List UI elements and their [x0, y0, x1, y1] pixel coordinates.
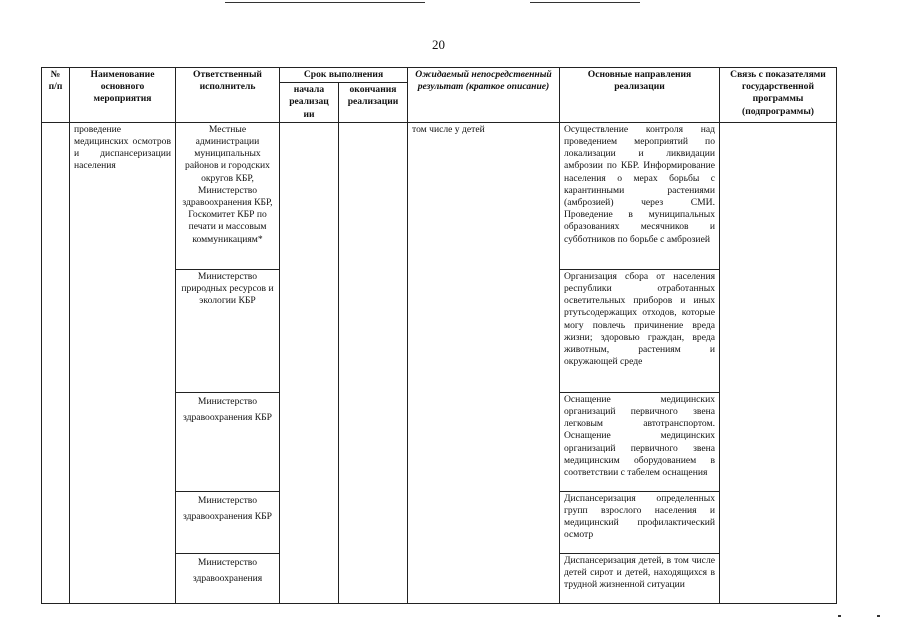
cell-direction: Оснащение медицинских организаций первичного звена легковым автотранспортом. Оснащение медицинских организаций первичного звена медицинским оборудованием в соответствии с табелем оснащения	[560, 392, 720, 491]
col-responsible-header: Ответственный исполнитель	[176, 68, 280, 123]
cell-responsible: Министерство здравоохранения	[176, 553, 280, 603]
cell-event-name: проведение медицинских осмотров и диспансеризации населения	[70, 122, 176, 603]
cell-num	[42, 122, 70, 603]
cell-responsible: Местные администрации муниципальных районов и городских округов КБР, Министерство здравоохранения КБР, Госкомитет КБР по печати и массовым коммуникациям*	[176, 122, 280, 269]
header-row	[42, 68, 837, 83]
col-period-header: Срок выполнения	[280, 68, 408, 83]
cell-start	[280, 122, 339, 603]
col-end-header: окончания реализации	[339, 83, 408, 123]
cell-direction: Осуществление контроля над проведением мероприятий по локализации и ликвидации амброзии по КБР. Информирование населения о мерах борьбы с карантинными растениями (амброзией) через СМИ. Проведение в муниципальных образованиях месячников и субботников по борьбе с амброзией	[560, 122, 720, 269]
cell-responsible: Министерство здравоохранения КБР	[176, 491, 280, 553]
col-directions-header: Основные направления реализации	[560, 68, 720, 123]
cell-link	[720, 122, 837, 603]
col-start-header: начала реализац ии	[280, 83, 339, 123]
cell-direction: Организация сбора от населения республики отработанных осветительных приборов и иных ртутьсодержащих отходов, которые могу повлечь причинение вреда жизни; здоровью граждан, вреда животным, растениям и окружающей среде	[560, 269, 720, 392]
col-name-header: Наименование основного мероприятия	[70, 68, 176, 123]
cell-responsible: Министерство природных ресурсов и экологии КБР	[176, 269, 280, 392]
table-row	[42, 122, 837, 269]
col-link-header: Связь с показателями государственной программы (подпрограммы)	[720, 68, 837, 123]
page-number: 20	[432, 37, 445, 52]
col-result-header: Ожидаемый непосредственный результат (краткое описание)	[408, 68, 560, 123]
col-num-header: № п/п	[42, 68, 70, 123]
cell-result: том числе у детей	[408, 122, 560, 603]
cell-end	[339, 122, 408, 603]
cell-responsible: Министерство здравоохранения КБР	[176, 392, 280, 491]
scan-top-line	[225, 2, 425, 3]
cell-direction: Диспансеризация детей, в том числе детей сирот и детей, находящихся в трудной жизненной ситуации	[560, 553, 720, 603]
scan-top-line	[530, 2, 640, 3]
program-table	[41, 67, 837, 604]
scan-mark	[838, 615, 841, 617]
cell-direction: Диспансеризация определенных групп взрослого населения и медицинский профилактический осмотр	[560, 491, 720, 553]
scan-mark	[877, 615, 880, 617]
